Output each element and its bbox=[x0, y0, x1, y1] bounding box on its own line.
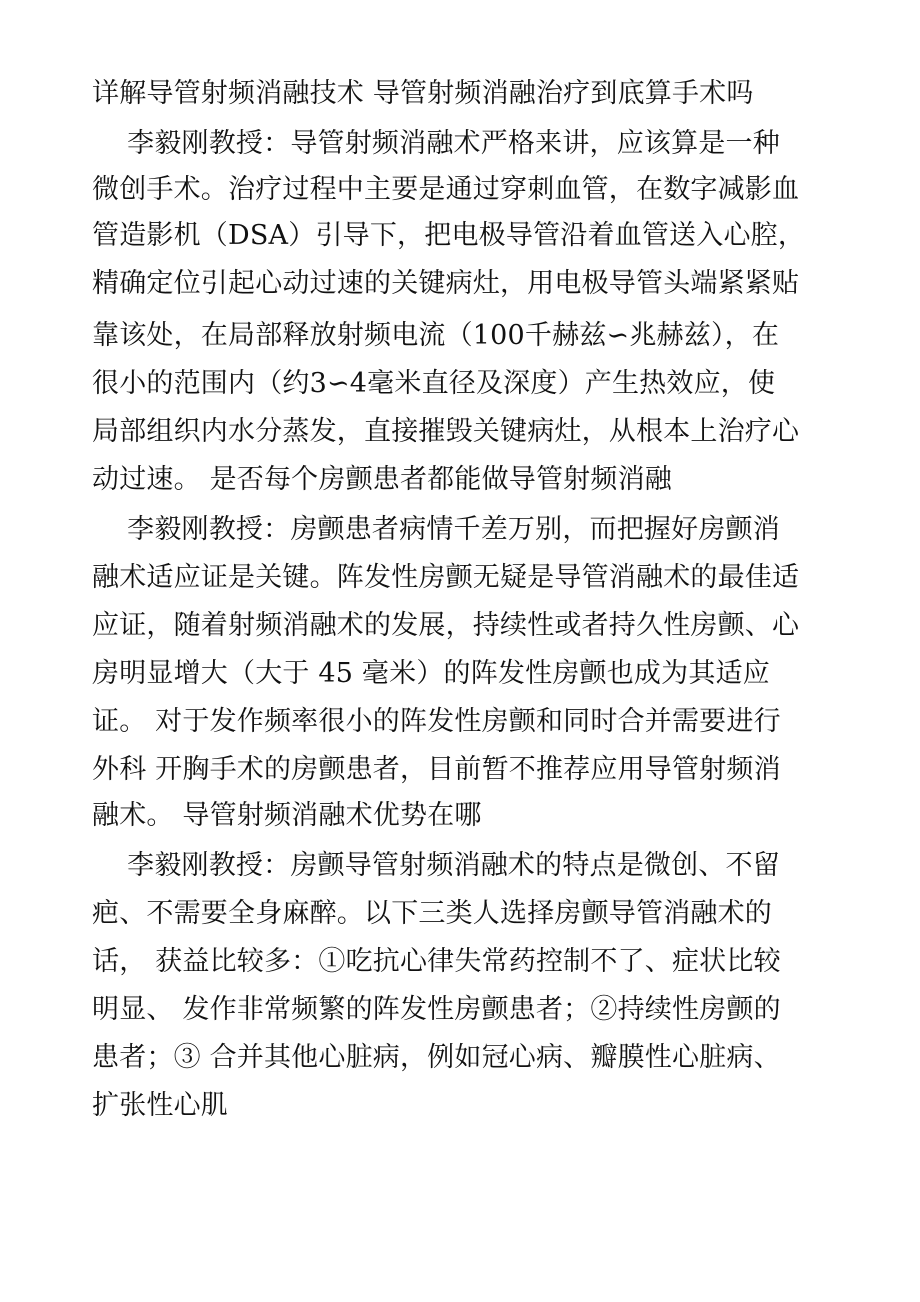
text-line: 靠该处，在局部释放射频电流（100千赫兹∽兆赫兹），在 bbox=[92, 320, 780, 351]
text-line: 李毅刚教授：导管射频消融术严格来讲，应该算是一种 bbox=[92, 128, 780, 159]
text-line: 话， 获益比较多：①吃抗心律失常药控制不了、症状比较 bbox=[92, 946, 781, 977]
text-line: 动过速。 是否每个房颤患者都能做导管射频消融 bbox=[92, 464, 672, 495]
text-line: 外科 开胸手术的房颤患者，目前暂不推荐应用导管射频消 bbox=[92, 754, 781, 785]
text-line: 融术。 导管射频消融术优势在哪 bbox=[92, 800, 482, 831]
text-line: 李毅刚教授：房颤导管射频消融术的特点是微创、不留 bbox=[92, 850, 780, 881]
text-line: 微创手术。治疗过程中主要是通过穿刺血管，在数字减影血 bbox=[92, 174, 800, 205]
text-line: 管造影机（DSA）引导下，把电极导管沿着血管送入心腔， bbox=[92, 220, 806, 251]
document-title: 详解导管射频消融技术 导管射频消融治疗到底算手术吗 bbox=[92, 78, 754, 109]
text-line: 患者；③ 合并其他心脏病，例如冠心病、瓣膜性心脏病、 bbox=[92, 1042, 781, 1073]
text-line: 精确定位引起心动过速的关键病灶，用电极导管头端紧紧贴 bbox=[92, 268, 800, 299]
text-line: 证。 对于发作频率很小的阵发性房颤和同时合并需要进行 bbox=[92, 706, 781, 737]
text-line: 疤、不需要全身麻醉。以下三类人选择房颤导管消融术的 bbox=[92, 898, 772, 929]
text-line: 应证，随着射频消融术的发展，持续性或者持久性房颤、心 bbox=[92, 610, 800, 641]
text-line: 融术适应证是关键。阵发性房颤无疑是导管消融术的最佳适 bbox=[92, 562, 800, 593]
text-line: 明显、 发作非常频繁的阵发性房颤患者；②持续性房颤的 bbox=[92, 994, 781, 1025]
text-line: 很小的范围内（约3∽4毫米直径及深度）产生热效应，使 bbox=[92, 368, 776, 399]
text-line: 房明显增大（大于 45 毫米）的阵发性房颤也成为其适应 bbox=[92, 658, 770, 689]
text-line: 扩张性心肌 bbox=[92, 1090, 228, 1121]
text-line: 李毅刚教授：房颤患者病情千差万别，而把握好房颤消 bbox=[92, 514, 780, 545]
text-line: 局部组织内水分蒸发，直接摧毁关键病灶，从根本上治疗心 bbox=[92, 416, 800, 447]
